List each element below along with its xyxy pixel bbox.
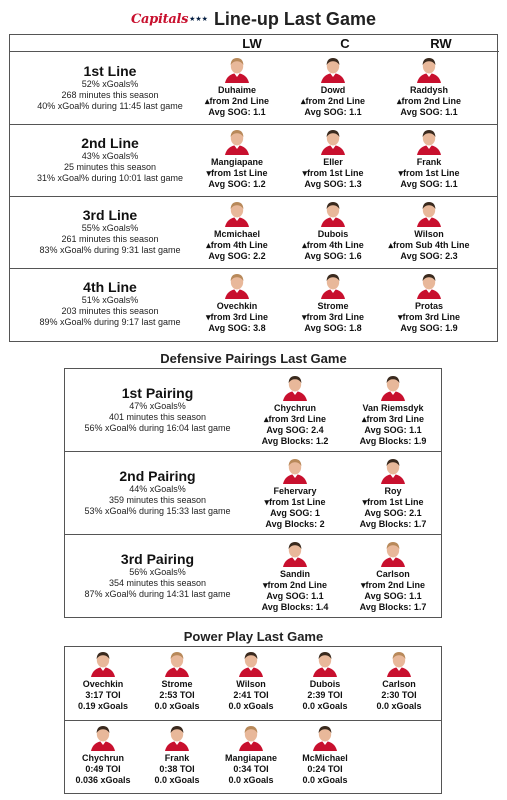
player-headshot-icon <box>89 723 117 751</box>
player-move: ▴from 4th Line <box>206 240 268 250</box>
defense-player-card <box>345 456 441 530</box>
line-name: 3rd Line <box>82 207 138 223</box>
player-card <box>374 127 484 190</box>
player-name: Protas <box>414 301 443 311</box>
player-toi: 2:30 TOI <box>381 690 417 700</box>
pairing-xgoals: 44% xGoals% <box>129 484 186 494</box>
power-play-player-card <box>68 723 138 786</box>
player-sog: Avg SOG: 1.3 <box>304 179 362 189</box>
column-header-rw: RW <box>430 36 452 51</box>
column-header-c: C <box>340 36 350 51</box>
player-sog: Avg SOG: 1.6 <box>304 251 362 261</box>
player-move: ▴from 2nd Line <box>204 96 270 106</box>
logo-text: Capitals <box>131 11 189 27</box>
player-name: Chychrun <box>273 403 316 413</box>
player-headshot-icon <box>319 127 347 155</box>
defense-player-card <box>345 539 441 613</box>
player-xg: 0.0 xGoals <box>228 775 274 785</box>
player-move: ▴from Sub 4th Line <box>388 240 470 250</box>
player-card <box>278 55 388 118</box>
player-name: Mcmichael <box>213 229 261 239</box>
line-xgoals: 51% xGoals% <box>81 295 139 305</box>
player-card <box>182 55 292 118</box>
defense-player-card <box>247 456 343 530</box>
player-headshot-icon <box>237 723 265 751</box>
player-headshot-icon <box>319 55 347 83</box>
pairing-info <box>65 535 250 618</box>
power-play-player-card <box>364 649 434 712</box>
pairing-last-game: 53% xGoal% during 15:33 last game <box>84 506 231 516</box>
line-last-game: 83% xGoal% during 9:31 last game <box>39 245 181 255</box>
pairing-row <box>65 535 441 618</box>
line-info <box>10 125 210 197</box>
player-headshot-icon <box>237 649 265 677</box>
player-headshot-icon <box>319 271 347 299</box>
player-name: Raddysh <box>409 85 448 95</box>
player-sog: Avg SOG: 1.1 <box>400 107 458 117</box>
player-move: ▾from 1st Line <box>302 168 364 178</box>
player-name: Strome <box>161 679 193 689</box>
line-name: 4th Line <box>83 279 137 295</box>
player-sog: Avg SOG: 2.4 <box>266 425 324 435</box>
player-xg: 0.0 xGoals <box>302 775 348 785</box>
player-headshot-icon <box>379 539 407 567</box>
pairing-name: 3rd Pairing <box>120 551 195 567</box>
player-card <box>278 271 388 334</box>
power-play-player-card <box>290 649 360 712</box>
power-play-unit-row <box>65 721 441 795</box>
player-move: ▾from 3rd Line <box>205 312 269 322</box>
player-blocks: Avg Blocks: 2 <box>265 519 325 529</box>
player-name: Frank <box>416 157 442 167</box>
player-sog: Avg SOG: 1 <box>270 508 320 518</box>
player-toi: 0:24 TOI <box>307 764 343 774</box>
pairing-xgoals: 47% xGoals% <box>129 401 186 411</box>
player-name: Ovechkin <box>82 679 124 689</box>
player-headshot-icon <box>281 539 309 567</box>
power-play-player-card <box>290 723 360 786</box>
player-headshot-icon <box>415 127 443 155</box>
player-blocks: Avg Blocks: 1.9 <box>359 436 427 446</box>
player-headshot-icon <box>311 649 339 677</box>
player-headshot-icon <box>281 456 309 484</box>
player-toi: 0:49 TOI <box>85 764 121 774</box>
defense-player-card <box>345 373 441 447</box>
pairing-minutes: 359 minutes this season <box>108 495 207 505</box>
player-sog: Avg SOG: 2.2 <box>208 251 266 261</box>
player-xg: 0.19 xGoals <box>77 701 129 711</box>
player-name: Strome <box>317 301 349 311</box>
player-move: ▾from 1st Line <box>264 497 326 507</box>
pairing-name: 2nd Pairing <box>119 468 196 484</box>
player-xg: 0.0 xGoals <box>154 701 200 711</box>
player-name: Dubois <box>317 229 349 239</box>
line-last-game: 89% xGoal% during 9:17 last game <box>39 317 181 327</box>
player-move: ▾from 2nd Line <box>360 580 426 590</box>
player-name: Sandin <box>279 569 310 579</box>
player-name: Ovechkin <box>216 301 258 311</box>
pairing-minutes: 354 minutes this season <box>108 578 207 588</box>
player-toi: 0:34 TOI <box>233 764 269 774</box>
pairing-minutes: 401 minutes this season <box>108 412 207 422</box>
pairing-last-game: 87% xGoal% during 14:31 last game <box>84 589 231 599</box>
player-sog: Avg SOG: 3.8 <box>208 323 266 333</box>
logo-stars-icon: ★★★ <box>189 15 208 23</box>
player-xg: 0.0 xGoals <box>228 701 274 711</box>
line-minutes: 268 minutes this season <box>61 90 159 100</box>
column-header-lw: LW <box>242 36 262 51</box>
player-sog: Avg SOG: 1.1 <box>400 179 458 189</box>
player-toi: 2:41 TOI <box>233 690 269 700</box>
line-info <box>10 53 210 125</box>
line-info <box>10 197 210 269</box>
line-xgoals: 55% xGoals% <box>81 223 139 233</box>
player-toi: 3:17 TOI <box>85 690 121 700</box>
power-play-table <box>64 646 442 794</box>
player-headshot-icon <box>319 199 347 227</box>
line-last-game: 40% xGoal% during 11:45 last game <box>37 101 183 111</box>
player-headshot-icon <box>311 723 339 751</box>
power-play-player-card <box>142 723 212 786</box>
line-name: 2nd Line <box>81 135 139 151</box>
player-headshot-icon <box>379 456 407 484</box>
player-sog: Avg SOG: 1.8 <box>304 323 362 333</box>
player-blocks: Avg Blocks: 1.2 <box>261 436 329 446</box>
line-row <box>10 197 497 269</box>
line-minutes: 25 minutes this season <box>63 162 157 172</box>
player-headshot-icon <box>223 55 251 83</box>
power-play-player-card <box>68 649 138 712</box>
line-name: 1st Line <box>83 63 137 79</box>
player-move: ▾from 1st Line <box>398 168 460 178</box>
player-toi: 0:38 TOI <box>159 764 195 774</box>
player-headshot-icon <box>415 199 443 227</box>
player-name: Mangiapane <box>224 753 277 763</box>
player-sog: Avg SOG: 1.1 <box>364 425 422 435</box>
player-name: Carlson <box>376 569 410 579</box>
defense-player-card <box>247 373 343 447</box>
player-card <box>182 199 292 262</box>
defensive-pairings-table <box>64 368 442 618</box>
defense-section-title: Defensive Pairings Last Game <box>160 351 347 366</box>
player-blocks: Avg Blocks: 1.7 <box>359 602 427 612</box>
player-name: Dubois <box>309 679 341 689</box>
player-name: Frank <box>164 753 190 763</box>
player-blocks: Avg Blocks: 1.7 <box>359 519 427 529</box>
player-xg: 0.0 xGoals <box>154 775 200 785</box>
player-name: Van Riemsdyk <box>362 403 424 413</box>
line-xgoals: 43% xGoals% <box>81 151 139 161</box>
player-name: Eller <box>323 157 343 167</box>
pairing-xgoals: 56% xGoals% <box>129 567 186 577</box>
defense-player-card <box>247 539 343 613</box>
player-move: ▾from 1st Line <box>206 168 268 178</box>
player-sog: Avg SOG: 1.1 <box>208 107 266 117</box>
line-minutes: 261 minutes this season <box>61 234 159 244</box>
column-headers <box>10 35 499 52</box>
line-row <box>10 269 497 341</box>
power-play-player-card <box>142 649 212 712</box>
player-xg: 0.0 xGoals <box>376 701 422 711</box>
line-xgoals: 52% xGoals% <box>81 79 139 89</box>
player-move: ▴from 4th Line <box>302 240 364 250</box>
player-name: Roy <box>384 486 402 496</box>
player-sog: Avg SOG: 1.1 <box>304 107 362 117</box>
player-move: ▴from 3rd Line <box>263 414 327 424</box>
pairing-row <box>65 369 441 452</box>
player-card <box>374 199 484 262</box>
player-headshot-icon <box>385 649 413 677</box>
player-sog: Avg SOG: 2.3 <box>400 251 458 261</box>
player-card <box>182 271 292 334</box>
player-name: Duhaime <box>217 85 256 95</box>
player-move: ▾from 2nd Line <box>262 580 328 590</box>
player-headshot-icon <box>223 127 251 155</box>
player-blocks: Avg Blocks: 1.4 <box>261 602 329 612</box>
player-headshot-icon <box>415 271 443 299</box>
player-card <box>182 127 292 190</box>
player-headshot-icon <box>379 373 407 401</box>
pairing-row <box>65 452 441 535</box>
player-name: Dowd <box>320 85 346 95</box>
player-card <box>374 271 484 334</box>
player-name: Chychrun <box>81 753 124 763</box>
player-name: Wilson <box>414 229 444 239</box>
player-headshot-icon <box>89 649 117 677</box>
pairing-name: 1st Pairing <box>121 385 194 401</box>
player-move: ▴from 2nd Line <box>300 96 366 106</box>
player-toi: 2:39 TOI <box>307 690 343 700</box>
player-sog: Avg SOG: 1.2 <box>208 179 266 189</box>
player-sog: Avg SOG: 2.1 <box>364 508 422 518</box>
player-headshot-icon <box>415 55 443 83</box>
player-headshot-icon <box>223 271 251 299</box>
player-move: ▾from 1st Line <box>362 497 424 507</box>
player-move: ▴from 3rd Line <box>361 414 425 424</box>
power-play-section-title: Power Play Last Game <box>183 629 324 644</box>
player-xg: 0.0 xGoals <box>302 701 348 711</box>
line-row <box>10 125 497 197</box>
player-xg: 0.036 xGoals <box>75 775 131 785</box>
line-row <box>10 53 497 125</box>
player-move: ▾from 3rd Line <box>301 312 365 322</box>
player-headshot-icon <box>281 373 309 401</box>
line-last-game: 31% xGoal% during 10:01 last game <box>36 173 184 183</box>
line-info <box>10 269 210 341</box>
player-name: Wilson <box>236 679 266 689</box>
player-sog: Avg SOG: 1.9 <box>400 323 458 333</box>
capitals-logo <box>131 12 208 27</box>
pairing-info <box>65 369 250 452</box>
line-minutes: 203 minutes this season <box>61 306 159 316</box>
pairing-last-game: 56% xGoal% during 16:04 last game <box>84 423 231 433</box>
player-move: ▾from 3rd Line <box>397 312 461 322</box>
player-headshot-icon <box>223 199 251 227</box>
page-title: Line-up Last Game <box>213 8 376 29</box>
pairing-info <box>65 452 250 535</box>
player-sog: Avg SOG: 1.1 <box>266 591 324 601</box>
player-name: Carlson <box>382 679 416 689</box>
player-card <box>278 199 388 262</box>
player-name: Fehervary <box>273 486 317 496</box>
player-name: McMichael <box>302 753 348 763</box>
forward-lines-table <box>9 34 498 342</box>
power-play-player-card <box>216 649 286 712</box>
player-name: Mangiapane <box>210 157 263 167</box>
player-card <box>374 55 484 118</box>
player-sog: Avg SOG: 1.1 <box>364 591 422 601</box>
title-bar <box>0 6 507 32</box>
player-move: ▴from 2nd Line <box>396 96 462 106</box>
player-headshot-icon <box>163 723 191 751</box>
player-card <box>278 127 388 190</box>
player-toi: 2:53 TOI <box>159 690 195 700</box>
player-headshot-icon <box>163 649 191 677</box>
power-play-player-card <box>216 723 286 786</box>
power-play-unit-row <box>65 647 441 721</box>
